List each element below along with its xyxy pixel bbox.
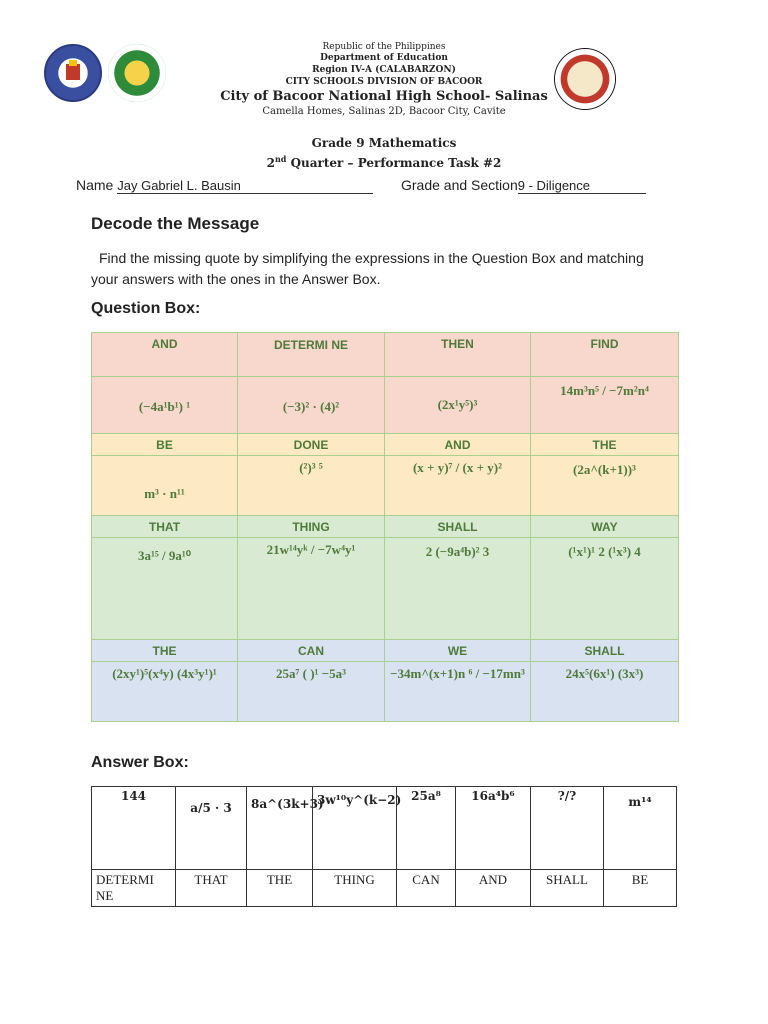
answer-expr: 8a^(3k+3) (247, 787, 313, 870)
answer-word: BE (604, 870, 677, 907)
grade-field[interactable] (518, 178, 646, 194)
school-address: Camella Homes, Salinas 2D, Bacoor City, Cavite (262, 106, 506, 117)
question-label: SHALL (531, 640, 679, 662)
answer-expr: 16a⁴b⁶ (456, 787, 531, 870)
question-label: THEN (385, 333, 531, 377)
question-label: THE (92, 640, 238, 662)
question-label: WAY (531, 516, 679, 538)
answer-word: THAT (176, 870, 247, 907)
question-label: DETERMI NE (238, 333, 385, 377)
answer-box-table (91, 786, 677, 907)
question-label-row (92, 640, 679, 662)
name-line (76, 177, 373, 194)
subject-title: Grade 9 Mathematics (311, 136, 457, 150)
question-expr: (−4a¹b¹) ¹ (92, 377, 238, 434)
answer-word: THE (247, 870, 313, 907)
answer-expr: ?/? (531, 787, 604, 870)
name-value: Jay Gabriel L. Bausin (117, 178, 241, 193)
question-label: CAN (238, 640, 385, 662)
answer-word: AND (456, 870, 531, 907)
quarter-num: 2 (266, 156, 275, 170)
answer-expr: 3w¹⁰y^(k−2) (313, 787, 397, 870)
answer-expr: a/5 · 3 (176, 787, 247, 870)
grade-line (401, 177, 646, 194)
name-field[interactable] (117, 178, 373, 194)
question-label: BE (92, 434, 238, 456)
instructions-text: Find the missing quote by simplifying the expressions in the Question Box and matching your answers with the ones in the Answer Box. (91, 250, 644, 287)
question-expr-row (92, 456, 679, 516)
answer-expr-row (92, 787, 677, 870)
question-expr: (x + y)⁷ / (x + y)² (385, 456, 531, 516)
question-expr: 21w¹⁴yᵏ / −7w⁴y¹ (238, 538, 385, 640)
question-label: WE (385, 640, 531, 662)
question-label-row (92, 333, 679, 377)
question-expr-row (92, 377, 679, 434)
question-label: FIND (531, 333, 679, 377)
question-label-row (92, 434, 679, 456)
question-box-table (91, 332, 679, 722)
answer-expr: m¹⁴ (604, 787, 677, 870)
question-expr: (2x¹y⁵)³ (385, 377, 531, 434)
question-expr: (2a^(k+1))³ (531, 456, 679, 516)
division-text: CITY SCHOOLS DIVISION OF BACOOR (285, 77, 483, 87)
answer-box-title: Answer Box: (91, 754, 189, 771)
question-expr: (−3)² · (4)² (238, 377, 385, 434)
answer-expr: 144 (92, 787, 176, 870)
answer-word-row (92, 870, 677, 907)
question-box-title: Question Box: (91, 300, 201, 317)
question-label: DONE (238, 434, 385, 456)
region-text: Region IV-A (CALABARZON) (312, 65, 456, 75)
quarter-rest: Quarter – Performance Task #2 (286, 156, 502, 170)
question-expr-row (92, 538, 679, 640)
question-expr: (¹x¹)¹ 2 (¹x³) 4 (531, 538, 679, 640)
question-expr-row (92, 662, 679, 722)
question-label: AND (385, 434, 531, 456)
question-expr: −34m^(x+1)n ⁶ / −17mn³ (385, 662, 531, 722)
question-expr: 3a¹⁵ / 9a¹⁰ (92, 538, 238, 640)
section-title: Decode the Message (91, 214, 260, 233)
question-expr: (²)³ ⁵ (238, 456, 385, 516)
school-name: City of Bacoor National High School- Salinas (220, 89, 548, 104)
question-expr: m³ · n¹¹ (92, 456, 238, 516)
answer-word: DETERMI NE (92, 870, 176, 907)
answer-word: SHALL (531, 870, 604, 907)
question-label: AND (92, 333, 238, 377)
question-label: SHALL (385, 516, 531, 538)
department-text: Department of Education (320, 53, 448, 63)
quarter-sup: nd (274, 154, 287, 164)
answer-word: THING (313, 870, 397, 907)
grade-value: 9 - Diligence (517, 178, 591, 193)
answer-word: CAN (397, 870, 456, 907)
question-expr: 14m³n⁵ / −7m²n⁴ (531, 377, 679, 434)
question-expr: 25a⁷ ( )¹ −5a³ (238, 662, 385, 722)
quarter-title (0, 154, 768, 170)
question-label-row (92, 516, 679, 538)
republic-text: Republic of the Philippines (322, 42, 446, 52)
question-label: THE (531, 434, 679, 456)
grade-label: Grade and Section (401, 177, 518, 193)
question-label: THAT (92, 516, 238, 538)
question-expr: 2 (−9a⁴b)² 3 (385, 538, 531, 640)
name-label: Name (76, 177, 114, 193)
question-label: THING (238, 516, 385, 538)
answer-expr: 25a⁸ (397, 787, 456, 870)
question-expr: 24x⁵(6x¹) (3x³) (531, 662, 679, 722)
question-expr: (2xy¹)⁵(x⁴y) (4x³y¹)¹ (92, 662, 238, 722)
